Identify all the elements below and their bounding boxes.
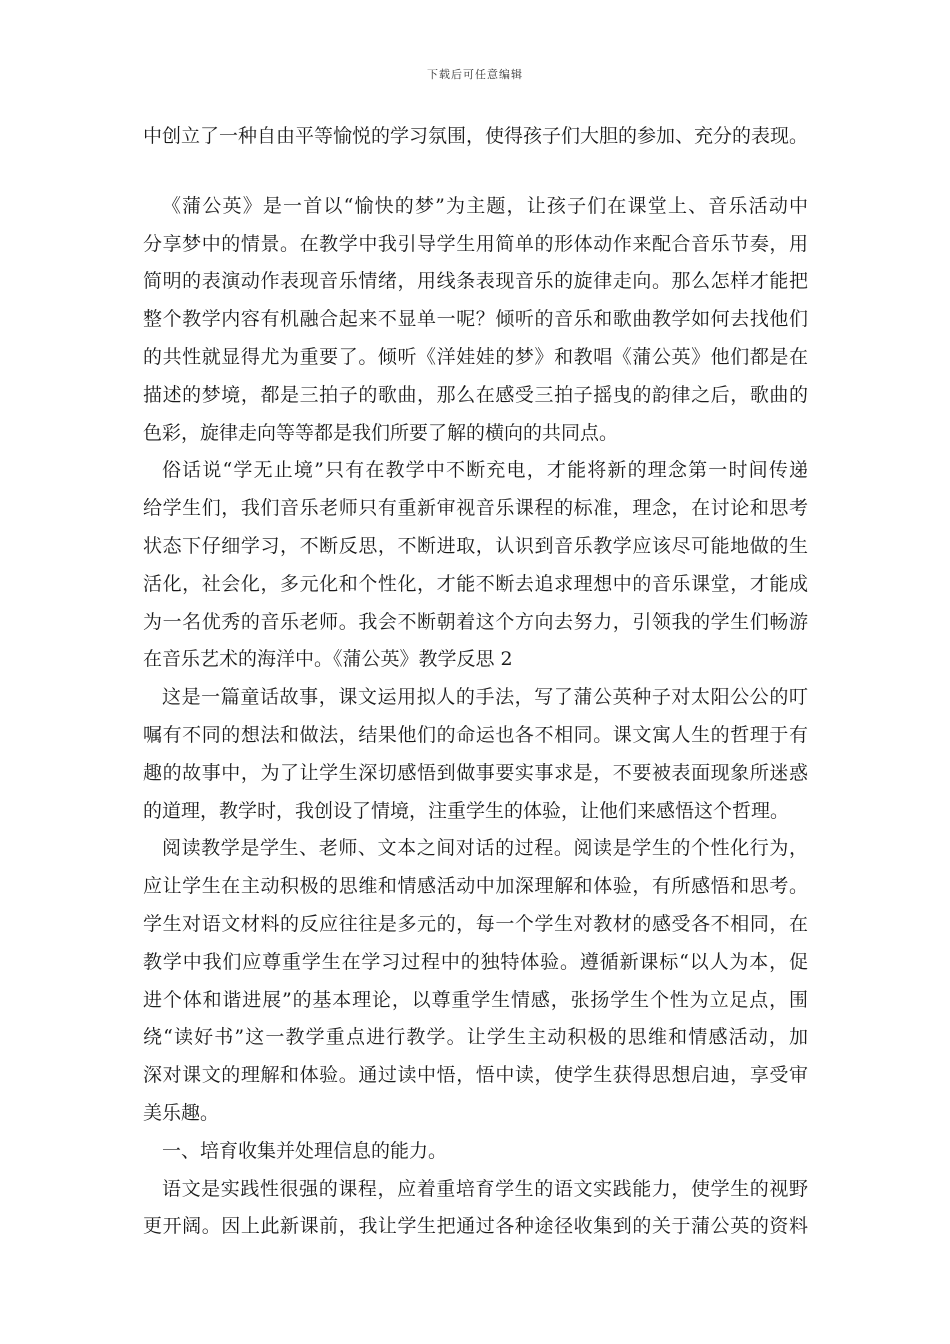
page-header-note: 下载后可任意编辑: [427, 68, 523, 81]
text-line: 俗话说“学无止境”只有在教学中不断充电，才能将新的理念第一时间传递: [162, 459, 808, 482]
text-line: 色彩，旋律走向等等都是我们所要了解的横向的共同点。: [143, 421, 619, 444]
text-line: 趣的故事中，为了让学生深切感悟到做事要实事求是，不要被表面现象所迷惑: [143, 761, 808, 784]
paragraph-gap: [143, 156, 808, 188]
text-line: 的共性就显得尤为重要了。倾听《洋娃娃的梦》和教唱《蒲公英》他们都是在: [143, 345, 808, 368]
text-line: 阅读教学是学生、老师、文本之间对话的过程。阅读是学生的个性化行为，: [162, 837, 808, 860]
text-line: 应让学生在主动积极的思维和情感活动中加深理解和体验，有所感悟和思考。: [143, 875, 808, 898]
text-line: 《蒲公英》是一首以“愉快的梦”为主题，让孩子们在课堂上、音乐活动中: [162, 194, 808, 217]
text-line: 进个体和谐进展”的基本理论，以尊重学生情感，张扬学生个性为立足点，围: [143, 988, 808, 1011]
text-line: 深对课文的理解和体验。通过读中悟，悟中读，使学生获得思想启迪，享受审: [143, 1064, 808, 1087]
text-line: 活化，社会化，多元化和个性化，才能不断去追求理想中的音乐课堂，才能成: [143, 572, 808, 595]
text-line: 在音乐艺术的海洋中。《蒲公英》教学反思 2: [143, 648, 513, 671]
text-line: 中创立了一种自由平等愉悦的学习氛围，使得孩子们大胆的参加、充分的表现。: [143, 125, 809, 147]
text-line: 绕“读好书”这一教学重点进行教学。让学生主动积极的思维和情感活动，加: [143, 1026, 808, 1049]
text-line: 这是一篇童话故事，课文运用拟人的手法，写了蒲公英种子对太阳公公的叮: [162, 686, 808, 709]
text-line: 的道理，教学时，我创设了情境，注重学生的体验，让他们来感悟这个哲理。: [143, 799, 790, 822]
text-line: 给学生们，我们音乐老师只有重新审视音乐课程的标准，理念，在讨论和思考: [143, 497, 808, 520]
text-line: 嘱有不同的想法和做法，结果他们的命运也各不相同。课文寓人生的哲理于有: [143, 723, 808, 746]
text-line: 一、培育收集并处理信息的能力。: [162, 1139, 448, 1162]
text-line: 整个教学内容有机融合起来不显单一呢？倾听的音乐和歌曲教学如何去找他们: [143, 308, 808, 331]
text-line: 语文是实践性很强的课程，应着重培育学生的语文实践能力，使学生的视野: [162, 1177, 808, 1200]
text-line: 描述的梦境，都是三拍子的歌曲，那么在感受三拍子摇曳的韵律之后，歌曲的: [143, 383, 808, 406]
document-body: [143, 118, 808, 1246]
text-line: 状态下仔细学习，不断反思，不断进取，认识到音乐教学应该尽可能地做的生: [143, 534, 808, 557]
text-line: 为一名优秀的音乐老师。我会不断朝着这个方向去努力，引领我的学生们畅游: [143, 610, 808, 633]
text-line: 学生对语文材料的反应往往是多元的，每一个学生对教材的感受各不相同，在: [143, 912, 808, 935]
text-line: 简明的表演动作表现音乐情绪，用线条表现音乐的旋律走向。那么怎样才能把: [143, 270, 808, 293]
text-line: 美乐趣。: [143, 1101, 220, 1124]
text-line: 分享梦中的情景。在教学中我引导学生用简单的形体动作来配合音乐节奏，用: [143, 232, 808, 255]
text-line: 教学中我们应尊重学生在学习过程中的独特体验。遵循新课标“以人为本，促: [143, 950, 808, 973]
text-line: 更开阔。因上此新课前，我让学生把通过各种途径收集到的关于蒲公英的资料: [143, 1215, 808, 1238]
